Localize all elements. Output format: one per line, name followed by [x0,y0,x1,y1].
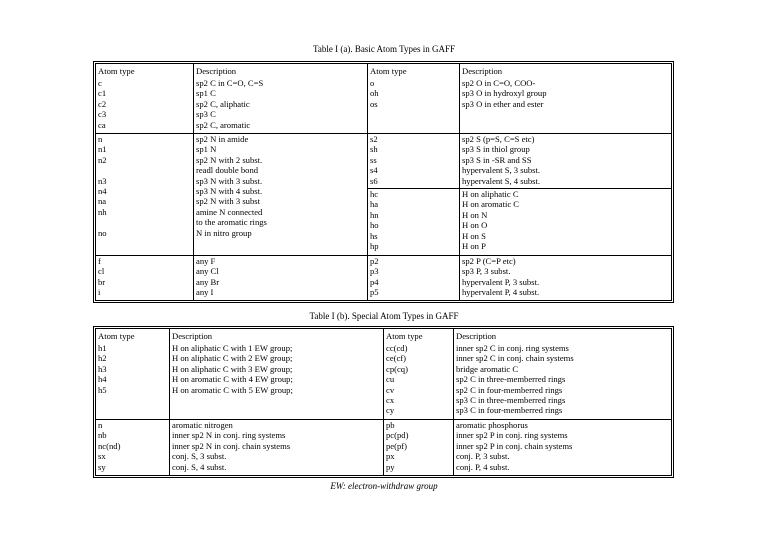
cell-line: py [386,461,395,472]
cell-line: cx [386,394,395,405]
cell-line: s6 [370,175,378,186]
cell-line: H on P [462,240,486,251]
cell-line: H on S [462,230,486,241]
cell-line: H on aliphatic C with 1 EW group; [172,343,293,353]
description-cell [460,78,671,134]
column-header: Atom type [384,329,454,343]
cell-line: hp [370,240,379,251]
cell-line: sp2 N with 2 subst. [196,154,263,165]
cell-line: H on N [462,209,488,220]
atom-type-cell [96,134,194,256]
cell-line: ho [370,220,379,231]
cell-line: ce(cf) [386,353,407,364]
table-b [95,328,672,476]
cell-line: conj. P, 3 subst. [456,451,510,462]
cell-line: px [386,451,395,462]
cell-line: bridge aromatic C [456,363,519,374]
table-row [96,256,671,300]
cell-line: any F [196,256,216,266]
cell-line: H on aromatic C [462,199,520,210]
cell-line: n1 [98,144,107,155]
description-cell [460,189,671,256]
cell-line: p5 [370,287,379,298]
cell-line: sp2 C in three-memberred rings [456,374,566,385]
cell-line: o [370,78,375,88]
cell-line: sp2 C in four-memberred rings [456,384,563,395]
description-cell [460,134,671,189]
cell-line: hypervalent S, 3 subst. [462,165,541,176]
atom-type-cell [96,256,194,300]
table-a-header-row [96,64,671,78]
cell-line: sp1 C [196,88,216,99]
cell-line: sp2 N in amide [196,134,249,144]
atom-type-cell [368,78,460,134]
cell-line: H on O [462,220,488,231]
cell-line: h3 [98,363,107,374]
atom-type-cell [368,256,460,300]
description-cell [194,78,368,134]
cell-line: cy [386,405,395,416]
cell-line: aromatic nitrogen [172,420,233,430]
description-cell [460,256,671,300]
cell-line: sp2 P (C=P etc) [462,256,516,266]
cell-line: ha [370,199,379,210]
cell-line: hc [370,189,379,199]
cell-line: hypervalent P, 4 subst. [462,287,540,298]
column-header: Description [194,64,368,78]
cell-line: sy [98,461,106,472]
cell-line: cp(cq) [386,363,408,374]
description-cell [194,134,368,256]
cell-line: pb [386,420,395,430]
cell-line: sp3 N with 4 subst. [196,185,263,196]
cell-line: sp3 C [196,109,216,120]
cell-line: n3 [98,175,107,186]
cell-line: hs [370,230,378,241]
table-a-caption: Table I (a). Basic Atom Types in GAFF [312,44,456,54]
column-header: Description [456,331,497,341]
cell-line: sp3 O in ether and ester [462,98,544,109]
cell-line: sp3 N with 3 subst. [196,175,263,186]
cell-line: sp2 C, aliphatic [196,98,250,109]
column-header: Description [170,329,384,343]
cell-line: sp3 C in three-memberred rings [456,394,566,405]
cell-line: any Cl [196,266,219,277]
cell-line: conj. S, 4 subst. [172,461,227,472]
cell-line: hypervalent S, 4 subst. [462,175,541,186]
cell-line: sp3 S in thiol group [462,144,530,155]
cell-line: pc(pd) [386,430,409,441]
description-cell [454,343,671,420]
cell-line [98,165,193,175]
cell-line: oh [370,88,379,99]
table-b-caption: Table I (b). Special Atom Types in GAFF [309,311,459,321]
cell-line: sp2 N with 3 subst [196,196,260,207]
cell-line: any Br [196,276,220,287]
cell-line: sp3 O in hydroxyl group [462,88,547,99]
atom-type-cell [384,343,454,420]
description-cell [170,343,384,420]
cell-line: sp2 O in C=O, COO- [462,78,536,88]
cell-line: f [98,256,101,266]
column-header: Atom type [96,64,194,78]
cell-line [98,217,193,227]
column-header: Atom type [96,329,170,343]
cell-line: N in nitro group [196,227,252,238]
cell-line: any I [196,287,214,298]
cell-line: amine N connected [196,206,263,217]
cell-line: hn [370,209,379,220]
cell-line: nb [98,430,107,441]
cell-line: p2 [370,256,379,266]
cell-line: pe(pf) [386,440,407,451]
column-header: Description [462,66,503,76]
cell-line: readl double bond [196,165,259,176]
table-row [96,134,671,189]
atom-type-cell [368,189,460,256]
atom-type-cell [96,343,170,420]
table-a [95,63,672,301]
cell-line: H on aliphatic C [462,189,519,199]
atom-type-cell [368,134,460,189]
cell-line: to the aromatic rings [196,217,267,228]
cell-line: h2 [98,353,107,364]
cell-line: sp1 N [196,144,217,155]
cell-line: sp3 C in four-memberred rings [456,405,563,416]
cell-line: no [98,227,107,238]
cell-line: inner sp2 C in conj. chain systems [456,353,574,364]
atom-type-cell [384,420,454,475]
cell-line: na [98,196,107,207]
cell-line: h1 [98,343,107,353]
cell-line: c [98,78,102,88]
cell-line: n [98,420,103,430]
cell-line: n [98,134,103,144]
cell-line: inner sp2 N in conj. chain systems [172,440,291,451]
cell-line: ss [370,154,377,165]
cell-line: conj. P, 4 subst. [456,461,510,472]
atom-type-cell [96,78,194,134]
cell-line: H on aliphatic C with 3 EW group; [172,363,293,374]
cell-line: inner sp2 N in conj. ring systems [172,430,286,441]
cell-line: c2 [98,98,107,109]
cell-line: H on aliphatic C with 2 EW group; [172,353,293,364]
cell-line: inner sp2 P in conj. ring systems [456,430,568,441]
cell-line: cv [386,384,395,395]
cell-line: aromatic phosphorus [456,420,528,430]
cell-line: i [98,287,101,298]
cell-line: inner sp2 C in conj. ring systems [456,343,569,353]
cell-line: p4 [370,276,379,287]
cell-line: H on aromatic C with 4 EW group; [172,374,293,385]
cell-line: H on aromatic C with 5 EW group; [172,384,293,395]
cell-line: p3 [370,266,379,277]
cell-line: cu [386,374,395,385]
cell-line: s4 [370,165,378,176]
description-cell [170,420,384,475]
table-row [96,420,671,475]
cell-line: n4 [98,185,107,196]
cell-line: sp2 C, aromatic [196,119,251,130]
cell-line: nh [98,206,107,217]
cell-line: h5 [98,384,107,395]
cell-line: sp2 S (p=S, C=S etc) [462,134,535,144]
table-row [96,78,671,134]
cell-line: nc(nd) [98,440,121,451]
cell-line: os [370,98,378,109]
cell-line: sx [98,451,106,462]
cell-line: cl [98,266,105,277]
cell-line: c3 [98,109,107,120]
footnote: EW: electron-withdraw group [330,481,438,491]
description-cell [454,420,671,475]
description-cell [194,256,368,300]
cell-line: sp2 C in C=O, C=S [196,78,264,88]
cell-line: c1 [98,88,107,99]
cell-line: s2 [370,134,378,144]
cell-line: sp3 S in -SR and SS [462,154,532,165]
cell-line: br [98,276,106,287]
cell-line: h4 [98,374,107,385]
cell-line: sh [370,144,378,155]
cell-line: inner sp2 P in conj. chain systems [456,440,573,451]
table-b-header-row [96,329,671,343]
cell-line: ca [98,119,106,130]
cell-line: n2 [98,154,107,165]
cell-line: conj. S, 3 subst. [172,451,227,462]
table-row [96,343,671,420]
cell-line: hypervalent P, 3 subst. [462,276,540,287]
atom-type-cell [96,420,170,475]
cell-line: sp3 P, 3 subst. [462,266,511,277]
cell-line: cc(cd) [386,343,408,353]
column-header: Atom type [368,64,460,78]
